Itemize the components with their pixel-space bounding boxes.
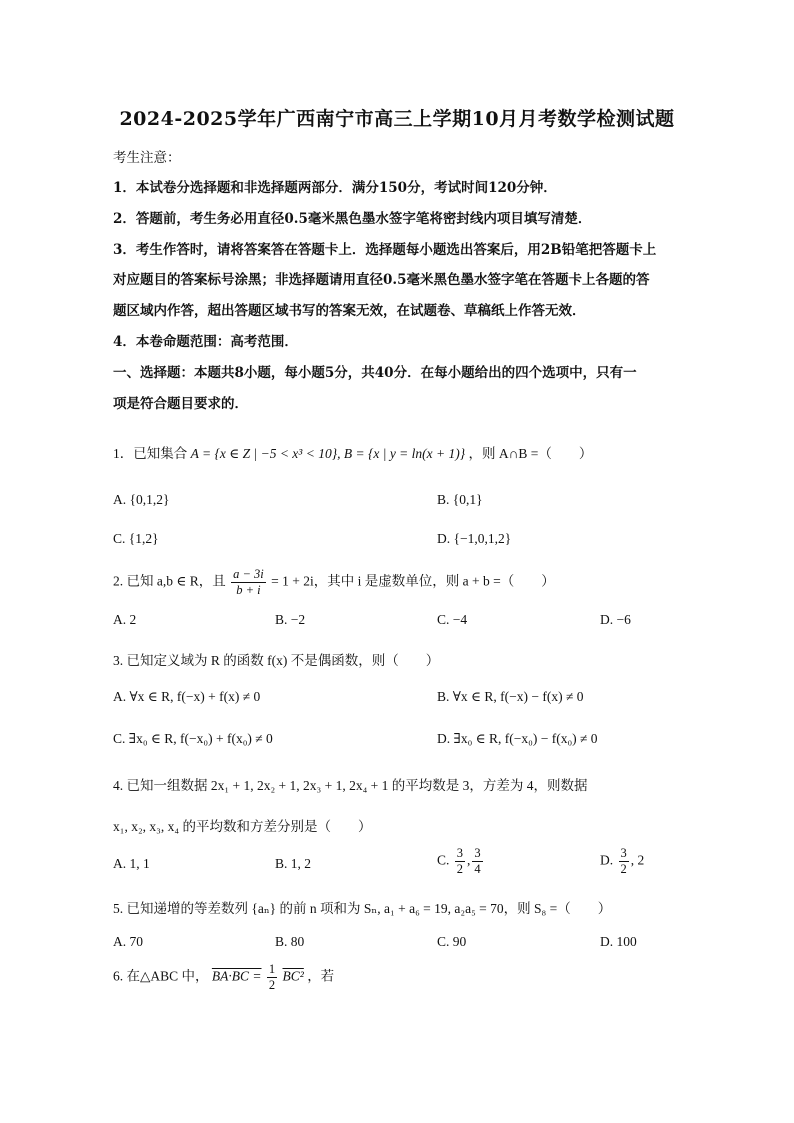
q5-option-b: B. 80	[275, 934, 305, 949]
q4-option-c	[437, 846, 485, 877]
page-title: 2024-2025学年广西南宁市高三上学期10月月考数学检测试题	[119, 108, 675, 130]
q3-option-a: A. ∀x ∈ R, f(−x) + f(x) ≠ 0	[113, 689, 261, 704]
q4-option-d-frac-den: 2	[620, 862, 627, 876]
q2-fraction-num: a − 3i	[233, 567, 264, 581]
question-4-stem-line2: x₁, x₂, x₃, x₄ 的平均数和方差分别是（ ）	[113, 819, 372, 834]
q1-stem-pre: 1．已知集合	[113, 446, 188, 461]
q2-fraction-den: b + i	[236, 583, 261, 597]
q4-option-c-frac2	[472, 846, 482, 877]
question-2-stem	[113, 567, 555, 598]
q4-option-c-frac1-den: 2	[456, 862, 464, 876]
q4-option-d-label: D.	[600, 852, 614, 868]
q6-vector-expr: BA·BC =	[211, 968, 262, 984]
q4-option-c-sep: ,	[467, 852, 471, 868]
q1-option-a: A. {0,1,2}	[113, 492, 170, 507]
q4-option-d-frac	[619, 846, 629, 877]
question-3-stem: 3. 已知定义域为 R 的函数 f(x) 不是偶函数，则（ ）	[113, 653, 440, 668]
q3-option-c: C. ∃x₀ ∈ R, f(−x₀) + f(x₀) ≠ 0	[113, 731, 273, 746]
note-1: 1．本试卷分选择题和非选择题两部分．满分150分，考试时间120分钟．	[113, 180, 557, 196]
question-4-stem-line1: 4. 已知一组数据 2x₁ + 1, 2x₂ + 1, 2x₃ + 1, 2x₄ + 1 的平均数是 3，方差为 4，则数据	[113, 778, 588, 793]
q4-option-c-frac1	[455, 846, 465, 877]
q6-fraction	[267, 962, 277, 993]
q6-vector-tail: BC²	[282, 968, 304, 984]
q6-stem-post: ，若	[307, 968, 335, 984]
q5-option-d: D. 100	[600, 934, 637, 949]
note-3-cont-2: 题区域内作答，超出答题区域书写的答案无效，在试题卷、草稿纸上作答无效．	[113, 303, 586, 319]
note-3-cont-1: 对应题目的答案标号涂黑；非选择题请用直径0.5毫米黑色墨水签字笔在答题卡上各题的答	[113, 272, 650, 288]
section1-line2: 项是符合题目要求的．	[113, 396, 248, 412]
note-3: 3．考生作答时，请将答案答在答题卡上．选择题每小题选出答案后，用2B铅笔把答题卡上	[113, 242, 657, 258]
q2-option-c: C. −4	[437, 612, 468, 627]
q3-option-d: D. ∃x₀ ∈ R, f(−x₀) − f(x₀) ≠ 0	[437, 731, 598, 746]
question-1-stem	[113, 442, 592, 462]
notes-heading: 考生注意：	[113, 150, 181, 166]
q1-option-b: B. {0,1}	[437, 492, 483, 507]
q2-fraction	[231, 567, 266, 598]
q4-option-d-frac-num: 3	[620, 846, 627, 860]
q5-option-c: C. 90	[437, 934, 467, 949]
q4-option-c-label: C.	[437, 852, 450, 868]
q6-stem-pre: 6. 在△ABC 中，	[113, 968, 209, 984]
q1-option-c: C. {1,2}	[113, 531, 159, 546]
q4-option-b: B. 1, 2	[275, 856, 312, 871]
q4-option-c-frac1-num: 3	[456, 846, 464, 860]
q1-sets: A = {x ∈ Z | −5 < x³ < 10}, B = {x | y = ln(x + 1)}	[190, 446, 466, 461]
q2-option-d: D. −6	[600, 612, 631, 627]
q2-option-b: B. −2	[275, 612, 306, 627]
note-4: 4．本卷命题范围：高考范围．	[113, 334, 298, 350]
q4-option-c-frac2-num: 3	[474, 846, 481, 860]
q4-option-c-frac2-den: 4	[474, 862, 481, 876]
q1-stem-post: ，则 A∩B =（ ）	[468, 446, 593, 461]
q4-option-d-post: , 2	[630, 852, 645, 868]
q3-option-b: B. ∀x ∈ R, f(−x) − f(x) ≠ 0	[437, 689, 584, 704]
section1-line1: 一、选择题：本题共8小题，每小题5分，共40分．在每小题给出的四个选项中，只有一	[113, 365, 637, 381]
q2-stem-pre: 2. 已知 a,b ∈ R，且	[113, 573, 226, 589]
q6-fraction-den: 2	[268, 978, 276, 992]
q5-option-a: A. 70	[113, 934, 143, 949]
q1-option-d: D. {−1,0,1,2}	[437, 531, 512, 546]
question-6-stem	[113, 962, 334, 993]
question-5-stem: 5. 已知递增的等差数列 {aₙ} 的前 n 项和为 Sₙ, a₁ + a₆ = 19, a₂a₅ = 70，则 S₈ =（ ）	[113, 901, 612, 916]
note-2: 2．答题前，考生务必用直径0.5毫米黑色墨水签字笔将密封线内项目填写清楚．	[113, 211, 592, 227]
q4-option-a: A. 1, 1	[113, 856, 150, 871]
q4-option-d	[600, 846, 644, 877]
q2-stem-post: = 1 + 2i，其中 i 是虚数单位，则 a + b =（ ）	[271, 573, 555, 589]
q6-fraction-num: 1	[268, 962, 276, 976]
q2-option-a: A. 2	[113, 612, 137, 627]
